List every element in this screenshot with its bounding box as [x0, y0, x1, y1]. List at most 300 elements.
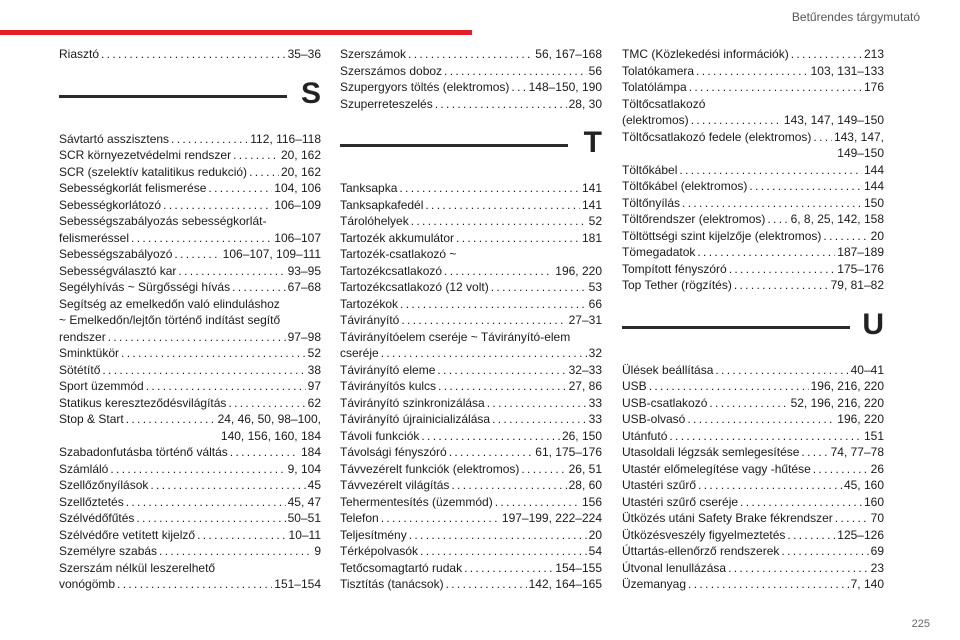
index-entry	[622, 46, 884, 63]
index-entry-pages: 35–36	[287, 47, 321, 61]
leader-dots	[421, 428, 560, 445]
index-entry-term: Töltőkábel (elektromos)	[622, 179, 748, 193]
index-entry-term: Szellőztetés	[59, 494, 124, 509]
index-entry	[59, 230, 321, 247]
index-entry-term: Töltőrendszer (elektromos)	[622, 212, 766, 226]
index-entry-pages: 9	[314, 544, 321, 558]
index-entry-term: Ütközésveszély figyelmeztetés	[622, 527, 786, 542]
index-entry-pages: 79, 81–82	[830, 278, 884, 292]
leader-dots	[689, 79, 862, 96]
leader-dots	[146, 378, 306, 395]
leader-dots	[688, 576, 849, 593]
index-entry-pages: 156	[581, 494, 602, 509]
index-column-1	[59, 46, 321, 593]
index-entry-term: Ülések beállítása	[622, 362, 714, 377]
leader-dots	[399, 180, 580, 197]
index-entry-pages: 6, 8, 25, 142, 158	[790, 212, 884, 226]
index-entry	[59, 527, 321, 544]
index-entry	[622, 428, 884, 445]
index-entry-pages: 143, 147,	[833, 129, 884, 144]
index-entry-term: Teljesítmény	[340, 527, 407, 542]
leader-dots	[487, 395, 587, 412]
index-entry-pages: 93–95	[287, 263, 321, 278]
index-entry	[59, 279, 321, 296]
index-entry-term: Stop & Start	[59, 412, 124, 426]
index-entry-pages: 196, 216, 220	[810, 379, 884, 393]
index-entry-term: SCR (szelektív katalitikus redukció)	[59, 164, 248, 179]
index-entry-term: Sávtartó asszisztens	[59, 131, 170, 146]
index-entry	[622, 129, 884, 146]
index-entry-term: TMC (Közlekedési információk)	[622, 47, 789, 61]
leader-dots	[728, 560, 869, 577]
leader-dots	[435, 96, 567, 113]
index-entry	[622, 444, 884, 461]
leader-dots	[813, 129, 832, 146]
index-entry-term: Számláló	[59, 461, 109, 476]
leader-dots	[749, 178, 862, 195]
index-entry-term: Tanksapkafedél	[340, 197, 424, 212]
leader-dots	[249, 164, 279, 181]
leader-dots	[438, 378, 567, 395]
header-accent-bar	[0, 30, 472, 35]
index-entry-line: Távirányítóelem cseréje ~ Távirányító-elem	[340, 329, 571, 344]
index-entry	[340, 79, 602, 96]
section-divider	[622, 304, 884, 356]
leader-dots	[456, 230, 580, 247]
index-entry	[622, 527, 884, 544]
index-entry-term: Szupergyors töltés (elektromos)	[340, 80, 510, 94]
index-entry	[59, 46, 321, 63]
index-entry-term: Segélyhívás ~ Sürgősségi hívás	[59, 280, 231, 294]
index-entry	[622, 560, 884, 577]
leader-dots	[835, 510, 869, 527]
index-entry-line: Segítség az emelkedőn való elinduláshoz	[59, 296, 280, 311]
index-entry-pages: 103, 131–133	[810, 63, 884, 78]
index-entry-term: Utasoldali légzsák semlegesítése	[622, 445, 800, 459]
index-entry-term: USB	[622, 379, 647, 393]
index-entry-pages: 150	[863, 195, 884, 210]
index-entry	[340, 576, 602, 593]
index-entry	[340, 378, 602, 395]
index-entry-pages: 196, 220	[837, 412, 884, 426]
index-entry	[340, 180, 602, 197]
index-entry-term: Tetőcsomagtartó rudak	[340, 560, 463, 575]
index-entry	[622, 112, 884, 129]
index-entry-pages: 45, 160	[843, 478, 884, 492]
index-entry	[59, 494, 321, 511]
index-entry-term: Szellőzőnyílások	[59, 478, 149, 492]
index-entry-term: Szerszámos doboz	[340, 63, 443, 78]
index-entry	[59, 461, 321, 478]
index-entry-pages: 33	[588, 395, 602, 410]
index-entry-pages: 142, 164–165	[528, 577, 602, 591]
index-entry-pages: 141	[581, 181, 602, 195]
leader-dots	[451, 477, 566, 494]
index-entry-pages: 32	[588, 346, 602, 360]
leader-dots	[511, 79, 526, 96]
leader-dots	[649, 378, 809, 395]
index-entry-pages-continued: 149–150	[837, 146, 884, 160]
index-entry-pages: 28, 30	[568, 96, 602, 111]
index-entry-pages: 151–154	[274, 577, 321, 591]
index-entry-term: Utánfutó	[622, 428, 668, 443]
index-entry-term: Szuperreteszelés	[340, 96, 433, 111]
index-entry-term: Úttartás-ellenőrző rendszerek	[622, 544, 780, 558]
index-entry-term: Távolsági fényszóró	[340, 445, 447, 459]
index-entry-term: Távoli funkciók	[340, 428, 420, 443]
index-entry	[622, 211, 884, 228]
index-entry-term: (elektromos)	[622, 113, 689, 127]
index-entry	[340, 345, 602, 362]
index-entry	[340, 96, 602, 113]
index-entry-term: Töltőkábel	[622, 162, 678, 177]
index-entry	[340, 461, 602, 478]
index-entry	[59, 362, 321, 379]
index-entry-pages: 160	[863, 494, 884, 509]
leader-dots	[381, 510, 500, 527]
leader-dots	[101, 46, 286, 63]
leader-dots	[233, 147, 279, 164]
index-entry-pages: 50–51	[287, 511, 321, 525]
section-divider	[59, 73, 321, 125]
index-entry	[622, 510, 884, 527]
index-entry	[622, 277, 884, 294]
leader-dots	[228, 395, 305, 412]
index-entry	[59, 263, 321, 280]
leader-dots	[171, 131, 248, 148]
index-entry-term: Szélvédőre vetített kijelző	[59, 527, 196, 542]
leader-dots	[687, 411, 835, 428]
index-entry-term: Távvezérelt funkciók (elektromos)	[340, 461, 520, 476]
index-entry	[340, 411, 602, 428]
index-entry-pages: 196, 220	[555, 263, 602, 278]
leader-dots	[696, 63, 809, 80]
leader-dots	[709, 395, 788, 412]
index-entry	[340, 395, 602, 412]
index-entry-term: Töltöttségi szint kijelzője (elektromos)	[622, 228, 822, 243]
index-entry-term: Szabadonfutásba történő váltás	[59, 445, 228, 459]
index-entry-pages: 187–189	[837, 245, 884, 259]
leader-dots	[232, 279, 286, 296]
index-entry-pages: 54	[588, 544, 602, 558]
index-entry-pages: 20	[870, 228, 884, 243]
index-entry-term: Tárolóhelyek	[340, 214, 409, 228]
index-entry	[340, 279, 602, 296]
index-entry-pages: 197–199, 222–224	[501, 511, 602, 525]
index-entry-pages: 7, 140	[850, 577, 884, 591]
index-entry-pages: 67–68	[287, 280, 321, 294]
index-entry-term: Sebességkorlát felismerése	[59, 181, 207, 195]
index-entry-pages-continued: 140, 156, 160, 184	[220, 428, 321, 443]
index-entry-term: Távvezérelt világítás	[340, 478, 450, 492]
section-letter: S	[300, 76, 321, 110]
index-entry-pages: 23	[870, 560, 884, 575]
index-entry-pages: 176	[863, 80, 884, 94]
index-entry-pages: 74, 77–78	[830, 445, 884, 459]
index-entry	[59, 197, 321, 214]
index-entry-pages: 106–107, 109–111	[222, 247, 321, 261]
section-letter: T	[583, 126, 602, 159]
page-header-title: Betűrendes tárgymutató	[791, 10, 920, 24]
index-entry	[622, 378, 884, 395]
index-entry	[622, 477, 884, 494]
index-entry-term: Ütközés utáni Safety Brake fékrendszer	[622, 511, 833, 525]
index-entry-term: Tartozék akkumulátor	[340, 230, 455, 245]
index-entry-pages: 27–31	[568, 313, 602, 327]
index-entry-pages: 106–107	[274, 230, 321, 245]
leader-dots	[117, 576, 272, 593]
index-entry	[622, 244, 884, 261]
index-entry	[622, 63, 884, 80]
index-entry-term: Tartozékok	[340, 296, 399, 311]
index-column-3	[622, 46, 884, 593]
leader-dots	[521, 461, 566, 478]
index-entry	[59, 510, 321, 527]
index-entry-pages: 26	[870, 461, 884, 476]
leader-dots	[420, 543, 587, 560]
index-entry-pages: 52, 196, 216, 220	[790, 395, 884, 410]
index-entry-pages: 181	[581, 230, 602, 245]
index-entry-term: Sebességszabályozó	[59, 247, 173, 261]
leader-dots	[491, 279, 587, 296]
index-entry	[340, 63, 602, 80]
index-entry	[59, 147, 321, 164]
index-entry-pages: 104, 106	[274, 181, 321, 195]
index-entry-term: Tolatókamera	[622, 63, 695, 78]
index-entry-pages: 97	[307, 379, 321, 393]
index-entry-pages: 154–155	[555, 560, 602, 575]
index-entry-pages: 62	[307, 395, 321, 410]
index-entry-pages: 26, 51	[568, 461, 602, 476]
leader-dots	[131, 230, 272, 247]
index-entry-pages: 53	[588, 280, 602, 294]
section-rule	[59, 95, 287, 98]
index-entry	[340, 543, 602, 560]
index-entry-pages: 61, 175–176	[535, 445, 602, 459]
leader-dots	[208, 180, 272, 197]
index-entry-term: Távirányító szinkronizálása	[340, 395, 485, 410]
leader-dots	[734, 277, 829, 294]
index-entry	[622, 178, 884, 195]
index-entry-pages: 45	[307, 478, 321, 492]
leader-dots	[425, 197, 580, 214]
index-entry-term: Tehermentesítés (üzemmód)	[340, 494, 493, 509]
index-entry	[622, 395, 884, 412]
index-entry-pages: 106–109	[274, 197, 321, 212]
index-entry-pages: 175–176	[837, 261, 884, 276]
index-entry-pages: 9, 104	[287, 461, 321, 476]
index-entry	[59, 477, 321, 494]
index-entry-pages: 20, 162	[280, 148, 321, 162]
index-entry-term: Tartozékcsatlakozó (12 volt)	[340, 280, 489, 294]
index-entry-term: Szerszámok	[340, 47, 407, 61]
index-entry-pages: 52	[307, 346, 321, 360]
index-entry-term: Töltőnyílás	[622, 195, 681, 210]
index-entry	[340, 428, 602, 445]
index-entry-term: Sport üzemmód	[59, 379, 144, 393]
index-entry-pages: 151	[863, 428, 884, 443]
leader-dots	[159, 543, 312, 560]
index-entry-pages: 10–11	[288, 527, 321, 542]
index-entry-term: Top Tether (rögzítés)	[622, 278, 732, 292]
index-entry	[340, 560, 602, 577]
index-entry	[622, 494, 884, 511]
leader-dots	[791, 46, 862, 63]
index-entry	[622, 362, 884, 379]
leader-dots	[813, 461, 869, 478]
index-entry	[622, 543, 884, 560]
leader-dots	[444, 263, 553, 280]
index-entry	[59, 543, 321, 560]
index-entry-pages: 143, 147, 149–150	[783, 113, 884, 127]
leader-dots	[669, 428, 862, 445]
leader-dots	[401, 312, 566, 329]
index-entry	[340, 263, 602, 280]
index-entry-term: Távirányító újrainicializálása	[340, 412, 491, 426]
leader-dots	[102, 362, 305, 379]
leader-dots	[444, 63, 587, 80]
index-column-2	[340, 46, 602, 593]
leader-dots	[464, 560, 553, 577]
index-entry-term: USB-csatlakozó	[622, 395, 708, 410]
index-entry-pages: 97–98	[287, 329, 321, 344]
index-entry	[622, 228, 884, 245]
index-entry-pages: 38	[307, 362, 321, 377]
index-entry	[59, 411, 321, 428]
index-entry-line: Töltőcsatlakozó	[622, 96, 706, 111]
index-entry-term: Sebességválasztó kar	[59, 263, 177, 278]
index-entry-pages: 33	[588, 412, 602, 426]
index-entry	[622, 576, 884, 593]
index-entry-pages: 32–33	[568, 362, 602, 377]
leader-dots	[400, 296, 587, 313]
index-entry	[340, 197, 602, 214]
index-entry	[59, 329, 321, 346]
leader-dots	[178, 263, 285, 280]
index-entry-term: Szélvédőfűtés	[59, 511, 135, 525]
index-entry	[59, 180, 321, 197]
index-entry-pages: 45, 47	[287, 494, 321, 509]
index-entry	[59, 345, 321, 362]
index-entry-pages: 52	[588, 214, 602, 228]
index-entry-term: Tolatólámpa	[622, 80, 687, 94]
leader-dots	[698, 477, 842, 494]
leader-dots	[408, 46, 533, 63]
index-entry-line: Sebességszabályozás sebességkorlát-	[59, 214, 267, 228]
index-entry-term: Térképolvasók	[340, 544, 419, 558]
index-entry	[622, 461, 884, 478]
index-entry	[340, 213, 602, 230]
index-entry-term: Utastéri szűrő cseréje	[622, 494, 739, 509]
index-entry	[340, 296, 602, 313]
leader-dots	[150, 477, 305, 494]
index-entry-pages: 24, 46, 50, 98–100,	[217, 412, 321, 426]
index-entry	[59, 164, 321, 181]
index-entry-pages: 144	[863, 179, 884, 193]
leader-dots	[411, 213, 587, 230]
leader-dots	[126, 411, 216, 428]
leader-dots	[136, 510, 285, 527]
index-entry-term: Sötétítő	[59, 362, 101, 377]
index-entry-pages: 27, 86	[568, 379, 602, 393]
index-entry-pages: 112, 116–118	[250, 131, 321, 146]
index-entry-pages: 125–126	[837, 527, 884, 542]
index-entry-term: rendszer	[59, 329, 106, 344]
page-number: 225	[911, 618, 930, 630]
index-entry-term: cseréje	[340, 346, 379, 360]
leader-dots	[381, 345, 587, 362]
index-entry	[340, 494, 602, 511]
leader-dots	[787, 527, 835, 544]
index-entry	[622, 411, 884, 428]
leader-dots	[729, 261, 836, 278]
index-entry-term: SCR környezetvédelmi rendszer	[59, 148, 232, 162]
index-entry	[622, 195, 884, 212]
leader-dots	[691, 112, 782, 129]
index-entry-term: Távirányítós kulcs	[340, 379, 437, 393]
index-entry	[59, 378, 321, 395]
index-entry-pages: 56	[588, 63, 602, 78]
leader-dots	[437, 362, 566, 379]
index-entry-pages: 148–150, 190	[528, 80, 602, 94]
index-entry-pages: 141	[581, 197, 602, 212]
index-entry	[622, 79, 884, 96]
index-entry	[340, 477, 602, 494]
index-entry-term: Statikus kereszteződésvilágítás	[59, 395, 227, 410]
index-entry	[59, 576, 321, 593]
index-entry-term: Tompított fényszóró	[622, 261, 727, 276]
index-entry-term: vonógömb	[59, 577, 116, 591]
index-entry-term: Személyre szabás	[59, 544, 158, 558]
leader-dots	[230, 444, 299, 461]
index-entry-pages: 144	[863, 162, 884, 177]
index-entry-term: Sminktükör	[59, 346, 120, 360]
section-letter: U	[862, 307, 884, 341]
index-entry	[340, 527, 602, 544]
index-entry-term: Távirányító	[340, 313, 400, 327]
section-divider	[340, 122, 602, 174]
index-entry	[622, 162, 884, 179]
leader-dots	[110, 461, 285, 478]
index-entry-pages: 28, 60	[568, 478, 602, 492]
index-entry-pages: 66	[588, 296, 602, 311]
leader-dots	[163, 197, 272, 214]
leader-dots	[715, 362, 848, 379]
leader-dots	[174, 246, 220, 263]
leader-dots	[495, 494, 580, 511]
leader-dots	[767, 211, 788, 228]
index-entry-term: Tartozékcsatlakozó	[340, 263, 443, 278]
index-entry	[622, 261, 884, 278]
index-entry	[340, 312, 602, 329]
leader-dots	[823, 228, 868, 245]
index-entry-pages: 40–41	[850, 362, 884, 377]
index-entry-term: felismeréssel	[59, 230, 130, 245]
leader-dots	[449, 444, 534, 461]
index-entry-pages: 69	[870, 544, 884, 558]
index-entry-line: Tartozék-csatlakozó ~	[340, 247, 457, 261]
index-entry-pages: 20	[588, 527, 602, 542]
index-entry-term: Tömegadatok	[622, 245, 696, 259]
leader-dots	[446, 576, 527, 593]
index-entry-term: Töltőcsatlakozó fedele (elektromos)	[622, 129, 812, 144]
leader-dots	[801, 444, 828, 461]
index-entry-term: Távirányító eleme	[340, 362, 436, 377]
leader-dots	[740, 494, 862, 511]
index-entry-line: ~ Emelkedőn/lejtőn történő indítást segítő	[59, 313, 281, 327]
leader-dots	[492, 411, 587, 428]
index-entry	[340, 362, 602, 379]
